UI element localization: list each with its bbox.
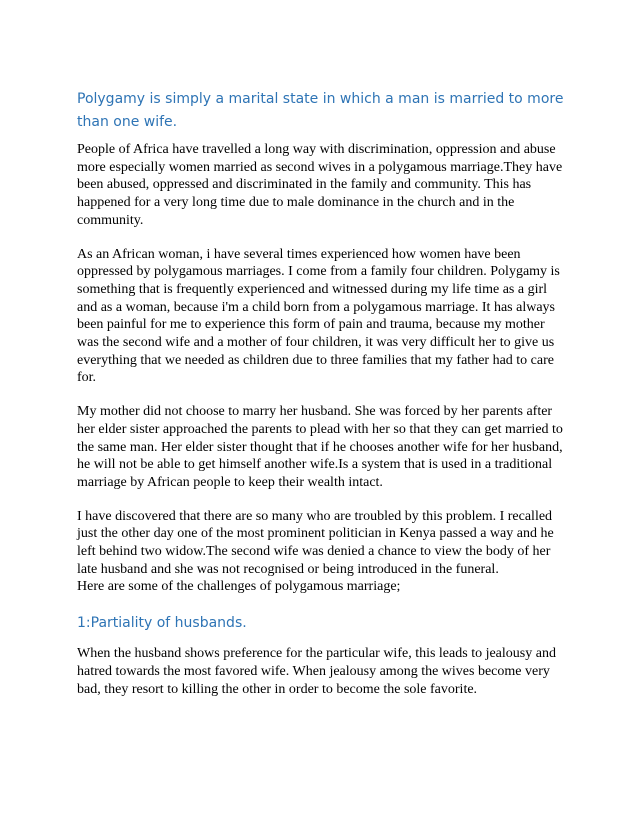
section-paragraph: When the husband shows preference for the particular wife, this leads to jealousy and hatred towards the most favored wife. When jealousy among the wives become very bad, they resort to killing the other in order to become the sole favorite. [77, 646, 556, 697]
document-title: Polygamy is simply a marital state in which a man is married to more than one wife. [77, 91, 564, 130]
paragraph-intro: People of Africa have travelled a long way with discrimination, oppression and abuse more especially women married as second wives in a polygamous marriage.They have been abused, oppressed and discriminated in the family and community. This has happened for a very long time due to male dominance in the church and in the community. [77, 142, 563, 228]
document-body [77, 88, 565, 714]
section-heading: 1:Partiality of husbands. [77, 615, 247, 632]
paragraph-discovery: I have discovered that there are so many who are troubled by this problem. I recalled just the other day one of the most prominent politician in Kenya passed a way and he left behind two widow.The second wife was denied a chance to view the body of her late husband and she was not recognised or being introduced in the funeral. [77, 508, 554, 577]
paragraph-challenges-intro: Here are some of the challenges of polygamous marriage; [77, 579, 401, 595]
paragraph-mother: My mother did not choose to marry her husband. She was forced by her parents after her elder sister approached the parents to plead with her so that they can get married to the same man. Her elder sister thought that if he chooses another wife for her husband, he will not be able to get himself another wife.Is a system that is used in a traditional marriage by African people to keep their wealth intact. [77, 404, 563, 490]
paragraph-experience: As an African woman, i have several times experienced how women have been oppressed by polygamous marriages. I come from a family four children. Polygamy is something that is frequently experienced and witnessed during my life time as a girl and as a woman, because i'm a child born from a polygamous marriage. It has always been painful for me to experience this form of pain and trauma, because my mother was the second wife and a mother of four children, it was very difficult her to give us everything that we needed as children due to three families that my father had to care for. [77, 246, 560, 386]
